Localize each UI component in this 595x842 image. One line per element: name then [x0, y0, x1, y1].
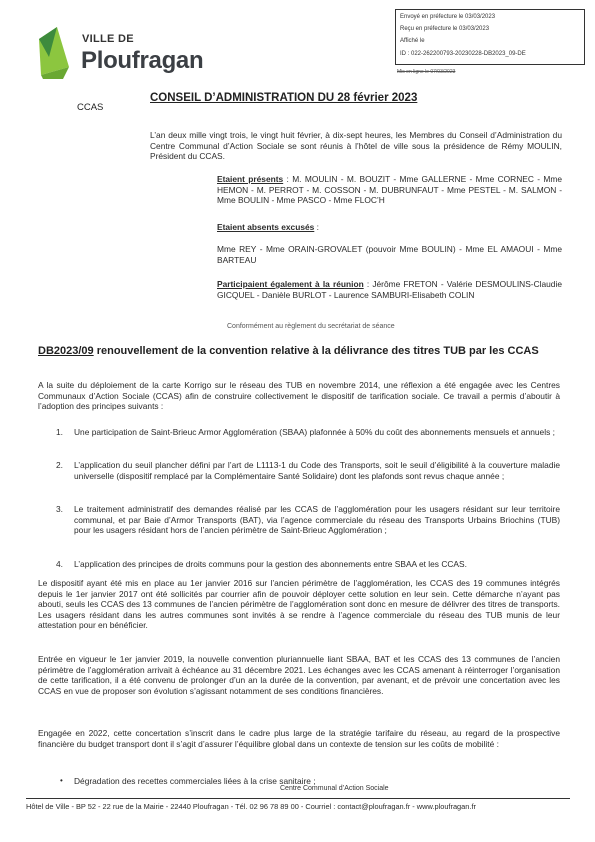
stamp-online-date: Mis en ligne le 07/03/2023: [397, 69, 456, 75]
item-number: 4.: [56, 559, 63, 569]
stamp-sent: Envoyé en préfecture le 03/03/2023: [400, 14, 496, 20]
organization-name: CCAS: [77, 102, 104, 113]
paragraph-context: A la suite du déploiement de la carte Korrigo sur le réseau des TUB en novembre 2014, une réflexion a été engagée avec les Centres Communaux d’Action Sociale (CCAS) afin de construire collectivement le dispositif de tarification sociale. Ce travail a permis d’aboutir à l’adoption des principes suivants :: [38, 380, 560, 412]
footer-divider: [26, 798, 570, 799]
paragraph-convention: Entrée en vigueur le 1er janvier 2019, la nouvelle convention pluriannuelle liant SBAA, BAT et les CCAS des 13 communes de l’ancien périmètre de l’agglomération arrivait à échéance au 31 décembre 2021. Les échanges avec les CCAS amenant à réinterroger l’organisation de cette tarification, il a été convenu de prolonger d’un an la durée de la convention, par avenant, et de prévoir une concertation avec les CCAS en vue de proposer son évolution s’agissant notamment de ses conditions financières.: [38, 654, 560, 696]
absent-list: Mme REY - Mme ORAIN-GROVALET (pouvoir Mme BOULIN) - Mme EL AMAOUI - Mme BARTEAU: [217, 244, 562, 265]
footer-org: Centre Communal d’Action Sociale: [280, 785, 389, 792]
stamp-id: ID : 022-262200793-20230228-DB2023_09-DE: [400, 51, 526, 57]
participants-label: Participaient également à la réunion: [217, 279, 364, 289]
list-item: L’application des principes de droits communs pour la gestion des abonnements entre SBAA et les CCAS.: [74, 559, 467, 569]
deliberation-subject: renouvellement de la convention relative à la délivrance des titres TUB par les CCAS: [93, 345, 539, 357]
present-list: : M. MOULIN - M. BOUZIT - Mme GALLERNE - Mme CORNEC - Mme HEMON - M. PERROT - M. COSSON - M. DUBRUNFAUT - Mme PESTEL - M. SALMON - Mme BOULIN - Mme PASCO - Mme FLOC’H: [217, 174, 562, 206]
item-number: 1.: [56, 427, 63, 437]
deliberation-code: DB2023/09: [38, 345, 94, 357]
logo-city-name: Ploufragan: [81, 47, 204, 74]
stamp-received: Reçu en préfecture le 03/03/2023: [400, 26, 490, 32]
item-number: 3.: [56, 504, 63, 514]
present-label: Etaient présents: [217, 174, 284, 184]
participants-list: : Jérôme FRETON - Valérie DESMOULINS-Claudie GICQUEL - Danièle BURLOT - Laurence SAMBURI-Elisabeth COLIN: [217, 279, 562, 300]
paragraph-deployment: Le dispositif ayant été mis en place au 1er janvier 2016 sur l’ancien périmètre de l’agglomération, les CCAS des 19 communes intégrés depuis le 1er janvier 2017 ont été sollicités par courrier afin de pouvoir déployer cette solution en leur sein. Cette démarche n’ayant pas abouti, seuls les CCAS des 13 communes de l’ancien périmètre de l’agglomération sont donc en mesure de délivrer des titres de transports. Les usagers résidant dans les autres communes sont invités à se rendre à l’agence commerciale du réseau des TUB munis de leur attestation pour en bénéficier.: [38, 578, 560, 631]
list-item: Le traitement administratif des demandes réalisé par les CCAS de l’agglomération pour les usagers résidant sur leur territoire communal, et par Baie d’Armor Transports (BAT), via l’agence commerciale du réseau des Transports Urbains Briochins (TUB) pour les usagers résidant hors de l’ancien périmètre de Saint-Brieuc Agglomération ;: [74, 504, 560, 536]
intro-paragraph: L’an deux mille vingt trois, le vingt huit février, à dix-sept heures, les Membres du Conseil d’Administration du Centre Communal d’Action Sociale se sont réunis à l’hôtel de ville sous la présidence de Rémy MOULIN, Président du CCAS.: [150, 130, 562, 162]
stamp-posted: Affiché le: [400, 38, 425, 44]
logo-ville-text: VILLE DE: [82, 33, 134, 45]
secretary-note: Conformément au règlement du secrétariat de séance: [227, 323, 395, 330]
paragraph-concertation: Engagée en 2022, cette concertation s’inscrit dans le cadre plus large de la stratégie tarifaire du réseau, au regard de la prospective financière du budget transport dont il s’agit d’assurer l’équilibre global dans un contexte de tension sur les coûts de mobilité :: [38, 728, 560, 749]
item-number: 2.: [56, 460, 63, 470]
absent-label: Etaient absents excusés: [217, 222, 315, 232]
list-item: Une participation de Saint-Brieuc Armor Agglomération (SBAA) plafonnée à 50% du coût des abonnements mensuels et annuels ;: [74, 427, 555, 437]
bullet-icon: •: [60, 776, 63, 785]
meeting-title: CONSEIL D’ADMINISTRATION DU 28 février 2023: [150, 92, 418, 104]
list-item: L’application du seuil plancher défini par l’art de L1113-1 du Code des Transports, soit le seuil d’éligibilité à la couverture maladie universelle (dispositif remplacé par la Complémentaire Santé Solidaire) dont les plafonds sont revus chaque année ;: [74, 460, 560, 481]
absent-label-block: Etaient absents excusés :: [217, 222, 319, 232]
footer-contact: Hôtel de Ville - BP 52 - 22 rue de la Mairie - 22440 Ploufragan - Tél. 02 96 78 89 00 - Courriel : contact@ploufragan.fr - www.ploufragan.fr: [26, 802, 476, 811]
bullet-item: Dégradation des recettes commerciales liées à la crise sanitaire ;: [74, 776, 316, 786]
